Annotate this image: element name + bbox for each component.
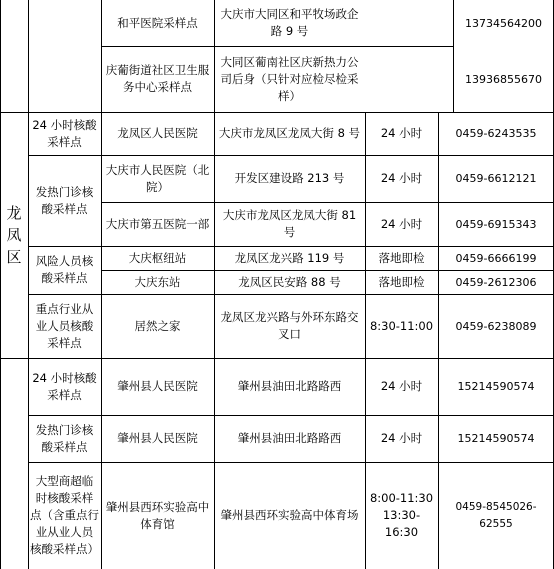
site-address: 龙凤区龙兴路 119 号 <box>234 250 345 265</box>
site-name: 肇州县人民医院 <box>117 379 198 393</box>
site-address: 肇州县西环实验高中体育场 <box>220 508 359 522</box>
site-hours: 24 小时 <box>380 171 423 185</box>
site-hours: 24 小时 <box>380 431 423 445</box>
site-address: 龙凤区民安路 88 号 <box>238 274 341 289</box>
site-category: 大型商超临 时核酸采样 点（含重点行 业从业人员 核酸采样点） <box>30 474 99 556</box>
site-address: 龙凤区龙兴路与外环东路交叉口 <box>220 310 359 341</box>
site-hours: 8:30-11:00 <box>369 318 434 333</box>
site-phone: 13734564200 <box>465 16 542 30</box>
site-hours: 8:00-11:30 13:30-16:30 <box>369 491 434 539</box>
site-phone: 0459-6238089 <box>455 319 537 333</box>
site-category: 24 小时核酸 采样点 <box>32 117 97 149</box>
site-phone: 0459-8545026-62555 <box>455 500 537 530</box>
site-address: 大庆市大同区和平牧场政企路 9 号 <box>220 7 359 38</box>
site-phone: 0459-6666199 <box>455 251 537 265</box>
site-hours: 24 小时 <box>380 216 423 231</box>
district-name: 龙 凤 区 <box>6 204 22 266</box>
site-phone: 0459-2612306 <box>455 275 537 289</box>
site-category: 风险人员核 酸采样点 <box>35 254 94 285</box>
site-hours: 24 小时 <box>380 379 423 393</box>
site-address: 大同区葡南社区庆新热力公司后身（只针对应检尽检采样） <box>220 54 359 103</box>
site-phone: 15214590574 <box>457 432 535 445</box>
site-category: 重点行业从 业人员核酸 采样点 <box>35 301 94 350</box>
site-phone: 0459-6243535 <box>455 127 537 140</box>
site-name: 和平医院采样点 <box>117 15 198 30</box>
site-hours: 落地即检 <box>378 250 425 265</box>
site-phone: 15214590574 <box>457 380 535 393</box>
site-address: 大庆市龙凤区龙凤大街 8 号 <box>218 126 361 140</box>
site-name: 大庆东站 <box>134 274 181 289</box>
site-hours: 落地即检 <box>378 274 425 289</box>
site-name: 龙凤区人民医院 <box>117 126 198 140</box>
site-phone: 0459-6612121 <box>455 172 537 185</box>
site-address: 开发区建设路 213 号 <box>234 171 345 185</box>
site-name: 大庆枢纽站 <box>128 250 187 265</box>
site-name: 肇州县人民医院 <box>117 431 198 445</box>
site-hours: 24 小时 <box>380 126 423 140</box>
site-phone: 13936855670 <box>465 72 542 86</box>
site-name: 居然之家 <box>134 318 181 333</box>
site-name: 大庆市人民医院（北院） <box>105 162 210 194</box>
site-category: 发热门诊核 酸采样点 <box>35 184 94 216</box>
site-phone: 0459-6915343 <box>455 217 537 231</box>
site-name: 大庆市第五医院一部 <box>105 216 210 231</box>
site-address: 大庆市龙凤区龙凤大街 81 号 <box>222 208 357 239</box>
site-name: 肇州县西环实验高中 体育馆 <box>105 499 210 531</box>
site-name: 庆葡街道社区卫生服务中心采样点 <box>105 63 210 94</box>
site-address: 肇州县油田北路路西 <box>237 431 342 445</box>
site-category: 24 小时核酸 采样点 <box>32 370 97 402</box>
site-address: 肇州县油田北路路西 <box>237 379 342 393</box>
site-category: 发热门诊核 酸采样点 <box>35 422 94 454</box>
